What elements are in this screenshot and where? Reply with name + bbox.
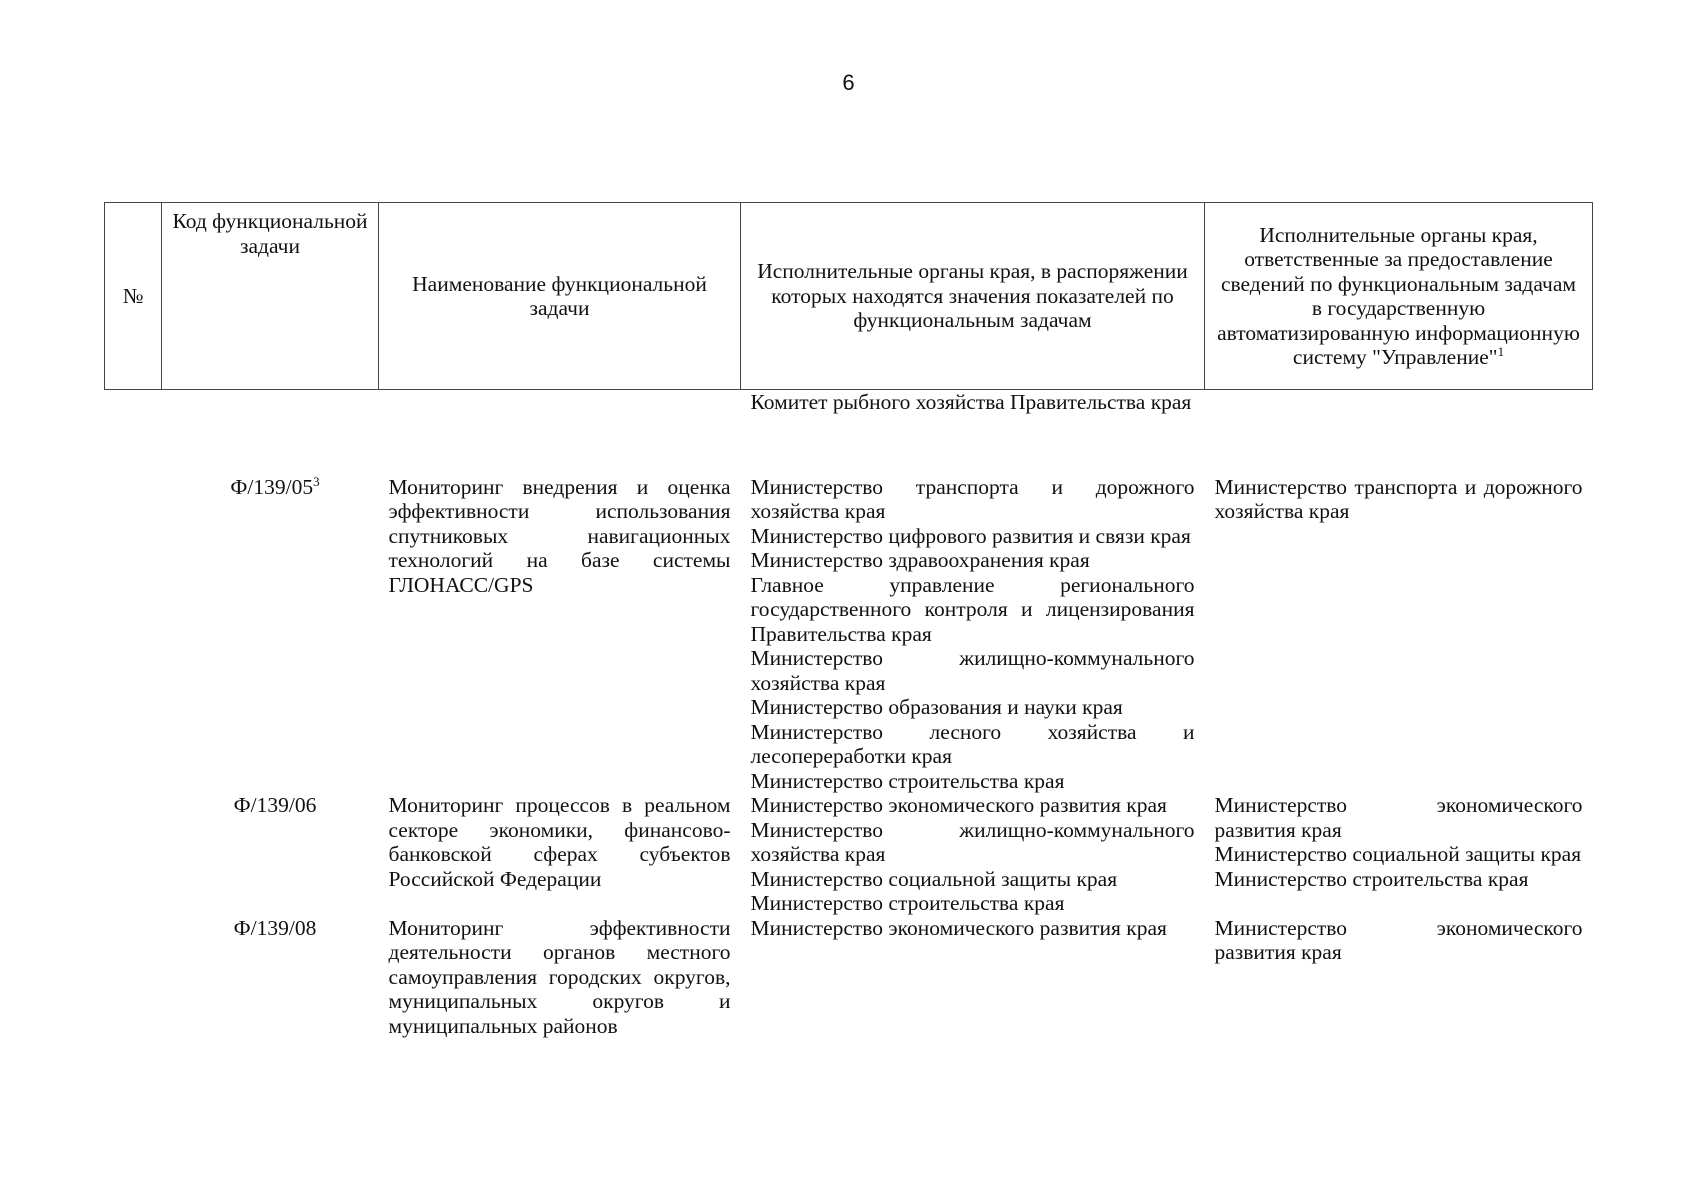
- table-row: [105, 916, 1593, 1039]
- task-code: Ф/139/05: [230, 474, 314, 499]
- cell-code: [162, 793, 379, 916]
- responsible-entry: Министерство транспорта и дорожного хозяйства края: [1214, 474, 1583, 523]
- cell-code: [162, 390, 379, 475]
- executive-entry: Министерство цифрового развития и связи края: [750, 523, 1191, 548]
- executive-entry: Министерство здравоохранения края: [750, 548, 1090, 572]
- functional-tasks-table: [104, 202, 1593, 1038]
- header-responsible-text: Исполнительные органы края, ответственные за предоставление сведений по функциональным задачам в государственную автоматизированную информационную систему "Управление": [1217, 222, 1580, 369]
- header-row: [105, 203, 1593, 390]
- table-row: [105, 475, 1593, 794]
- table-header: [105, 203, 1593, 390]
- executive-entry: Министерство образования и науки края: [750, 695, 1123, 719]
- cell-no: [105, 390, 162, 475]
- executive-entry: Министерство транспорта и дорожного хозяйства края: [750, 474, 1195, 523]
- cell-name: [379, 793, 741, 916]
- task-name: Мониторинг внедрения и оценка эффективности использования спутниковых навигационных технологий на базе системы ГЛОНАСС/GPS: [388, 474, 731, 597]
- cell-executive: [741, 475, 1205, 794]
- cell-name: [379, 916, 741, 1039]
- footnote-marker: 1: [1497, 343, 1505, 359]
- task-name: Мониторинг процессов в реальном секторе экономики, финансово- банковской сферах субъектов Российской Федерации: [388, 793, 731, 891]
- table-row-continuation: [105, 390, 1593, 475]
- page-number: 6: [842, 70, 855, 95]
- table-row: [105, 793, 1593, 916]
- cell-executive: [741, 390, 1205, 475]
- cell-executive: [741, 916, 1205, 1039]
- cell-no: [105, 916, 162, 1039]
- cell-name: [379, 390, 741, 475]
- cell-no: [105, 793, 162, 916]
- executive-entry: Министерство жилищно-коммунального хозяйства края: [750, 817, 1195, 866]
- cell-code: [162, 475, 379, 794]
- executive-entry: Министерство экономического развития края: [750, 915, 1167, 940]
- responsible-entry: Министерство экономического развития края: [1214, 793, 1583, 842]
- executive-entry: Министерство строительства края: [750, 891, 1065, 915]
- task-code: Ф/139/06: [233, 793, 317, 817]
- cell-responsible: [1205, 793, 1593, 916]
- header-name: Наименование функциональной задачи: [379, 203, 741, 390]
- cell-name: [379, 475, 741, 794]
- header-responsible: [1205, 203, 1593, 390]
- header-code: Код функциональной задачи: [162, 203, 379, 390]
- executive-entry: Главное управление регионального государственного контроля и лицензирования Правительства края: [750, 572, 1195, 646]
- cell-executive: [741, 793, 1205, 916]
- cell-responsible: [1205, 916, 1593, 1039]
- executive-entry: Комитет рыбного хозяйства Правительства края: [750, 390, 1192, 414]
- executive-entry: Министерство жилищно-коммунального хозяйства края: [750, 646, 1195, 695]
- responsible-entry: Министерство строительства края: [1214, 866, 1529, 891]
- executive-entry: Министерство экономического развития края: [750, 793, 1167, 817]
- executive-entry: Министерство строительства края: [750, 768, 1065, 793]
- header-no: №: [105, 203, 162, 390]
- executive-entry: Министерство социальной защиты края: [750, 866, 1118, 891]
- table-body: [105, 390, 1593, 1039]
- responsible-entry: Министерство экономического развития края: [1214, 915, 1583, 964]
- header-executive: Исполнительные органы края, в распоряжении которых находятся значения показателей по функциональным задачам: [741, 203, 1205, 390]
- footnote-marker: 3: [313, 473, 320, 489]
- task-code: Ф/139/08: [233, 915, 317, 940]
- responsible-entry: Министерство социальной защиты края: [1214, 842, 1582, 866]
- cell-no: [105, 475, 162, 794]
- executive-entry: Министерство лесного хозяйства и лесопереработки края: [750, 719, 1195, 768]
- cell-responsible: [1205, 475, 1593, 794]
- cell-responsible: [1205, 390, 1593, 475]
- task-name: Мониторинг эффективности деятельности органов местного самоуправления городских округов, муниципальных округов и муниципальных районов: [388, 915, 731, 1038]
- cell-code: [162, 916, 379, 1039]
